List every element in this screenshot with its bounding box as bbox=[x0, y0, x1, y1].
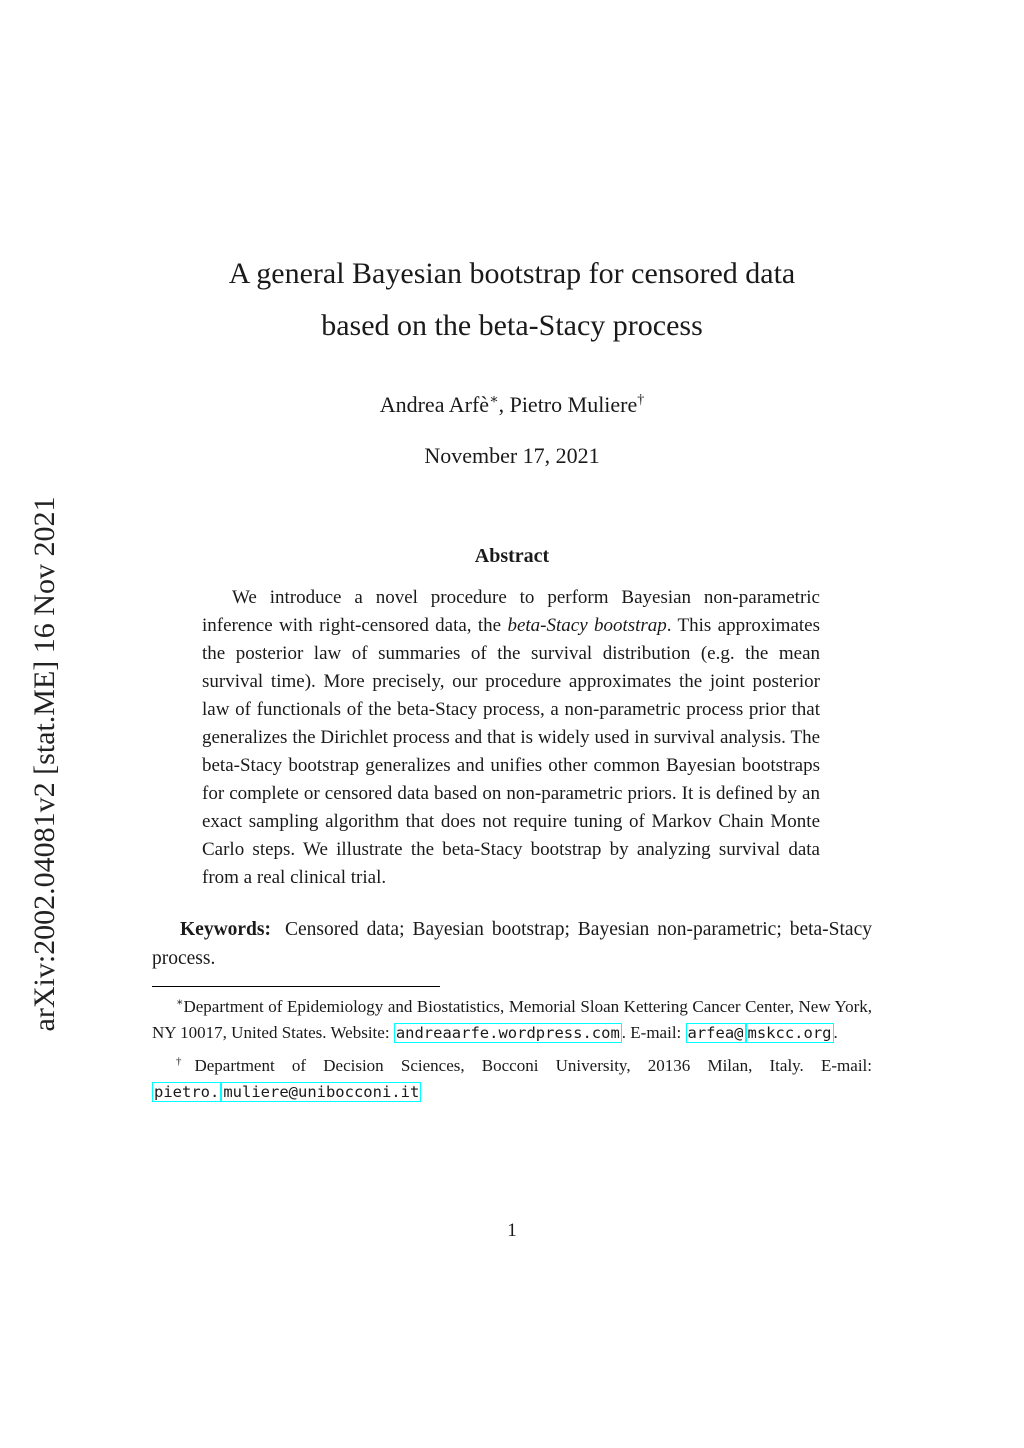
author-2: Pietro Muliere bbox=[509, 392, 638, 417]
page-number: 1 bbox=[507, 1220, 517, 1241]
paper-content bbox=[152, 0, 872, 1105]
abstract-body bbox=[202, 584, 820, 892]
abstract-section bbox=[152, 545, 872, 892]
footnote-1-text-2: . E-mail: bbox=[621, 1022, 686, 1042]
email-link-1-part-2[interactable]: mskcc.org bbox=[747, 1023, 832, 1042]
abstract-italic-term: beta-Stacy bootstrap bbox=[507, 615, 667, 636]
keywords-label: Keywords: bbox=[180, 919, 271, 940]
email-link-1-part-1[interactable]: arfea@ bbox=[687, 1023, 744, 1042]
abstract-heading: Abstract bbox=[474, 545, 550, 567]
authors-line bbox=[152, 392, 872, 418]
title-line-2: based on the beta-Stacy process bbox=[321, 309, 703, 342]
author-1-footnote-mark: ∗ bbox=[489, 392, 499, 408]
email-link-2-part-2[interactable]: muliere@unibocconi.it bbox=[223, 1082, 420, 1101]
paper-title bbox=[152, 248, 872, 352]
title-line-1: A general Bayesian bootstrap for censored data bbox=[228, 257, 796, 290]
date-line: November 17, 2021 bbox=[424, 443, 600, 468]
footnote-2-text-1: Department of Decision Sciences, Bocconi University, 20136 Milan, Italy. E-mail: bbox=[194, 1056, 872, 1075]
footnote-1-text-3: . bbox=[833, 1022, 838, 1042]
keywords-text: Censored data; Bayesian bootstrap; Bayesian non-parametric; beta-Stacy process. bbox=[152, 919, 872, 969]
author-2-footnote-mark: † bbox=[637, 392, 645, 408]
abstract-text-2: . This approximates the posterior law of summaries of the survival distribution (e.g. the mean survival time). More precisely, our procedure approximates the joint posterior law of functionals of the beta-Stacy process, a non-parametric process prior that generalizes the Dirichlet process and that is widely used in survival analysis. The beta-Stacy bootstrap generalizes and unifies other common Bayesian bootstraps for complete or censored data based on non-parametric priors. It is defined by an exact sampling algorithm that does not require tuning of Markov Chain Monte Carlo steps. We illustrate the beta-Stacy bootstrap by analyzing survival data from a real clinical trial. bbox=[202, 615, 820, 888]
footnote-rule bbox=[152, 986, 440, 987]
footnote-2 bbox=[152, 1053, 872, 1105]
author-separator: , bbox=[498, 392, 510, 417]
website-link[interactable]: andreaarfe.wordpress.com bbox=[395, 1023, 620, 1042]
keywords-line bbox=[152, 915, 872, 973]
footnote-1 bbox=[152, 994, 872, 1046]
footnote-1-text-1: Department of Epidemiology and Biostatistics, Memorial Sloan Kettering Cancer Center, New York, NY 10017, United States. Website: bbox=[152, 997, 872, 1042]
abstract-text-1: We introduce a novel procedure to perform Bayesian non-parametric inference with right-censored data, the bbox=[202, 587, 820, 636]
footnote-2-mark: † bbox=[176, 1055, 195, 1068]
arxiv-watermark: arXiv:2002.04081v2 [stat.ME] 16 Nov 2021 bbox=[28, 496, 61, 1032]
email-link-2-part-1[interactable]: pietro. bbox=[154, 1082, 220, 1101]
author-1: Andrea Arfè bbox=[379, 392, 490, 417]
footnote-1-mark: ∗ bbox=[176, 996, 184, 1009]
